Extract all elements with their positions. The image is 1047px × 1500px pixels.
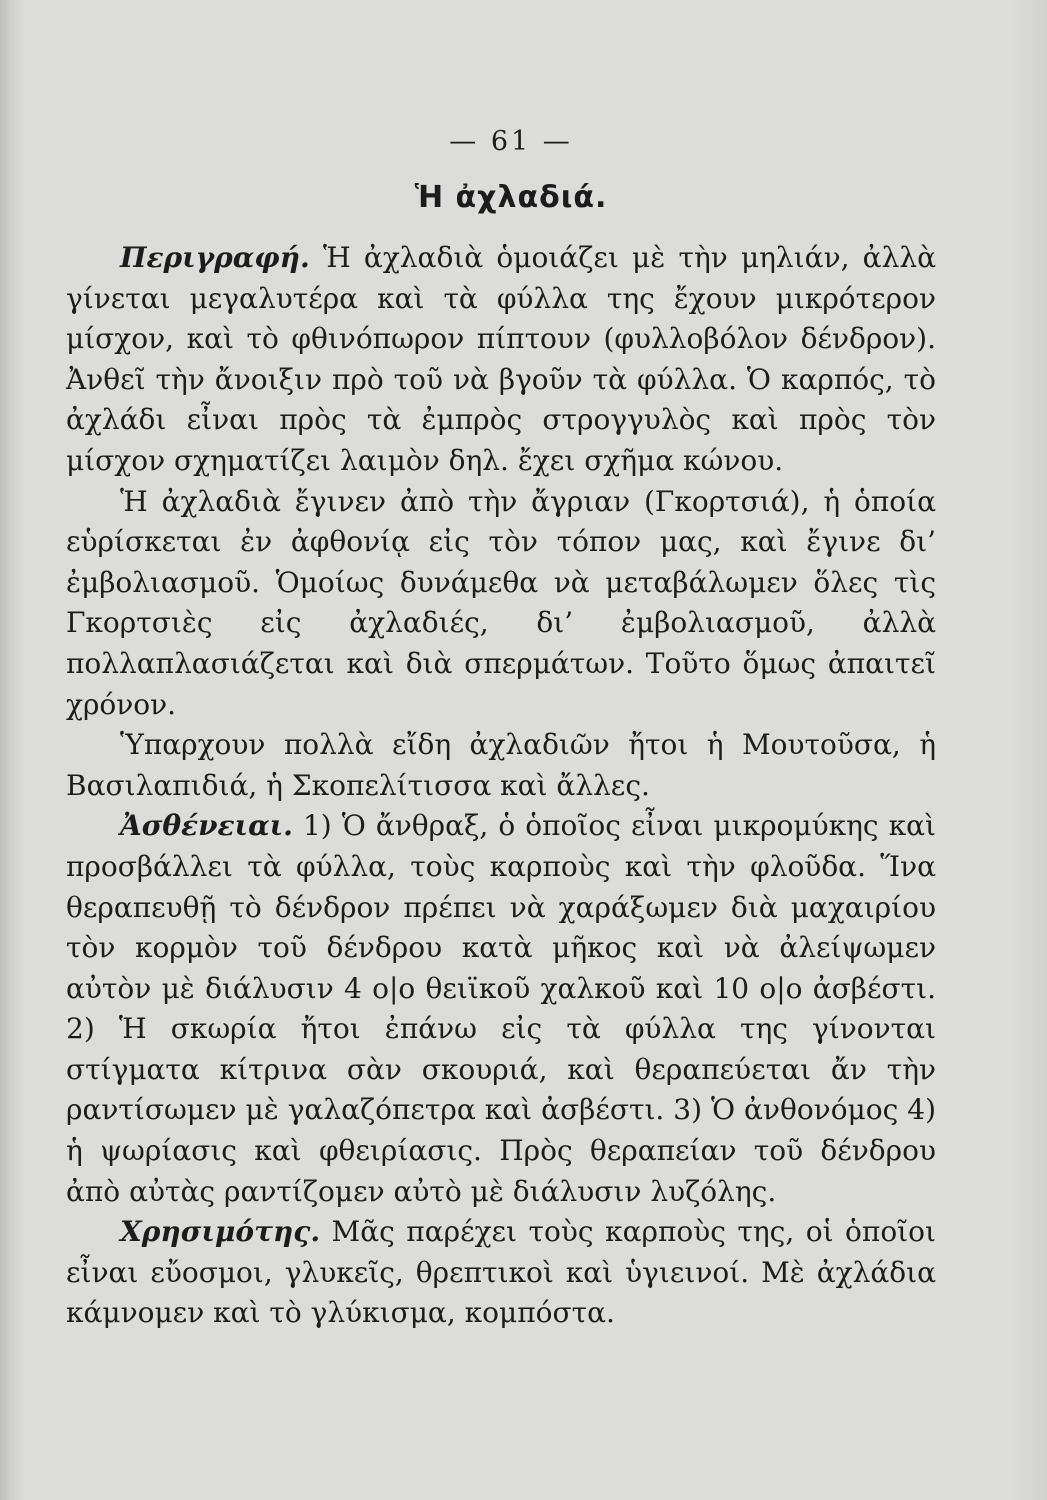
page-text-block: [66, 120, 936, 1334]
paragraph-heading: Χρησιμότης.: [120, 1215, 321, 1249]
paragraph-text: Μᾶς παρέχει τοὺς καρποὺς της, οἱ ὁποῖοι εἶναι εὔοσμοι, γλυκεῖς, θρεπτικοὶ καὶ ὑγιεινοί. Μὲ ἀχλάδια κάμνομεν καὶ τὸ γλύκισμα, κομπόστα.: [66, 1215, 936, 1330]
paragraph-description: [66, 238, 936, 482]
paragraph-heading: Περιγραφή.: [120, 241, 310, 274]
paragraph-text: Ὑπαρχουν πολλὰ εἴδη ἀχλαδιῶν ἤτοι ἡ Μουτοῦσα, ἡ Βασιλαπιδιά, ἡ Σκοπελίτισσα καὶ ἄλλες.: [66, 728, 936, 802]
paragraph-text: 1) Ὁ ἄνθραξ, ὁ ὁποῖος εἶναι μικρομύκης καὶ προσβάλλει τὰ φύλλα, τοὺς καρποὺς καὶ τὴν φλοῦδα. Ἵνα θεραπευθῇ τὸ δένδρον πρέπει νὰ χαράξωμεν διὰ μαχαιρίου τὸν κορμὸν τοῦ δένδρου κατὰ μῆκος καὶ νὰ ἀλείψωμεν αὐτὸν μὲ διάλυσιν 4 ο|ο θειϊκοῦ χαλκοῦ καὶ 10 ο|ο ἀσβέστι. 2) Ἡ σκωρία ἤτοι ἐπάνω εἰς τὰ φύλλα της γίνονται στίγματα κίτρινα σὰν σκουριά, καὶ θεραπεύεται ἄν τὴν ραντίσωμεν μὲ γαλαζόπετρα καὶ ἀσβέστι. 3) Ὁ ἀνθονόμος 4) ἡ ψωρίασις καὶ φθειρίασις. Πρὸς θεραπείαν τοῦ δένδρου ἀπὸ αὐτὰς ραντίζομεν αὐτὸ μὲ διάλυσιν λυζόλης.: [66, 809, 936, 1208]
section-title: Ἡ ἀχλαδιά.: [414, 180, 608, 215]
paragraph-diseases: [66, 806, 936, 1212]
paragraph-varieties: [66, 725, 936, 806]
paragraph-heading: Ἀσθένειαι.: [120, 809, 293, 843]
paragraph-text: Ἡ ἀχλαδιὰ ἔγινεν ἀπὸ τὴν ἄγριαν (Γκορτσιά), ἡ ὁποία εὑρίσκεται ἐν ἀφθονίᾳ εἰς τὸν τόπον μας, καὶ ἔγινε δι’ ἐμβολιασμοῦ. Ὁμοίως δυνάμεθα νὰ μεταβάλωμεν ὅλες τὶς Γκορτσιὲς εἰς ἀχλαδιές, δι’ ἐμβολιασμοῦ, ἀλλὰ πολλαπλασιάζεται καὶ διὰ σπερμάτων. Τοῦτο ὅμως ἀπαιτεῖ χρόνον.: [66, 484, 936, 721]
paragraph-usefulness: [66, 1212, 936, 1334]
page-number: — 61 —: [449, 126, 573, 157]
paragraph-origin: [66, 482, 936, 726]
paragraph-text: Ἡ ἀχλαδιὰ ὁμοιάζει μὲ τὴν μηλιάν, ἀλλὰ γίνεται μεγαλυτέρα καὶ τὰ φύλλα της ἔχουν μικρότερον μίσχον, καὶ τὸ φθινόπωρον πίπτουν (φυλλοβόλον δένδρον). Ἀνθεῖ τὴν ἄνοιξιν πρὸ τοῦ νὰ βγοῦν τὰ φύλλα. Ὁ καρπός, τὸ ἀχλάδι εἶναι πρὸς τὰ ἐμπρὸς στρογγυλὸς καὶ πρὸς τὸν μίσχον σχηματίζει λαιμὸν δηλ. ἔχει σχῆμα κώνου.: [66, 241, 936, 477]
